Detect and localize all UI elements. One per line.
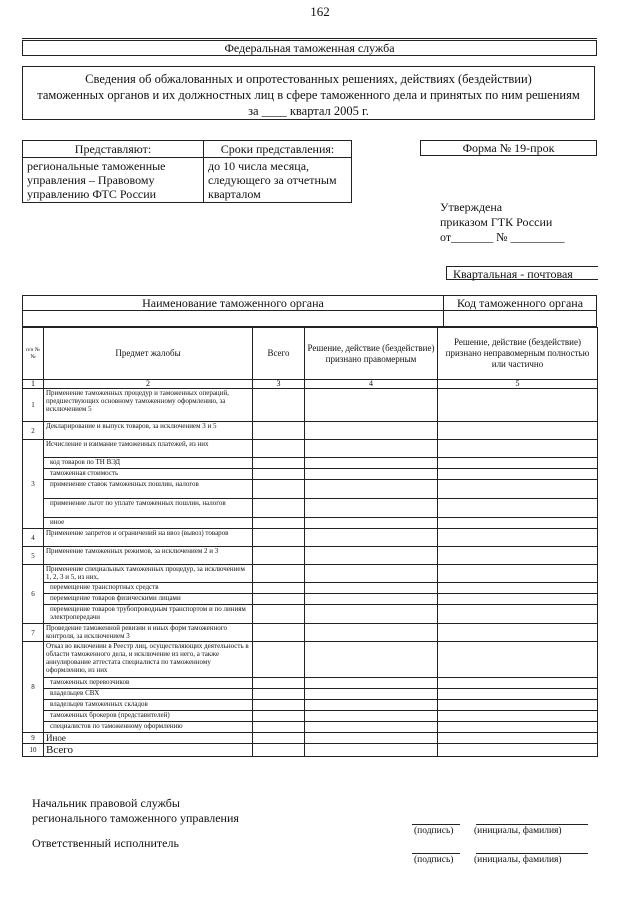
cell-unlawful[interactable] (438, 711, 598, 722)
cell-lawful[interactable] (305, 744, 438, 757)
row-number: 9 (23, 733, 44, 744)
table-row (23, 605, 598, 624)
executor-label: Ответственный исполнитель (32, 836, 179, 850)
table-row (23, 547, 598, 565)
approval-block (440, 200, 565, 245)
cell-lawful[interactable] (305, 711, 438, 722)
title-line-1: Сведения об обжалованных и опротестованных решениях, действиях (бездействии) (85, 72, 532, 86)
cell-unlawful[interactable] (438, 733, 598, 744)
row-label: специалистов по таможенному оформлению (44, 722, 253, 733)
row-number: 5 (23, 547, 44, 565)
row-label: Применение специальных таможенных процедур, за исключением 1, 2, 3 и 5, из них, (44, 565, 253, 583)
cell-total[interactable] (253, 711, 305, 722)
table-row (23, 518, 598, 529)
cell-unlawful[interactable] (438, 529, 598, 547)
title-line-3: за ____ квартал 2005 г. (248, 104, 369, 118)
table-row (23, 469, 598, 480)
form-title (22, 66, 595, 120)
cell-lawful[interactable] (305, 547, 438, 565)
cell-total[interactable] (253, 422, 305, 440)
cell-total[interactable] (253, 689, 305, 700)
table-row (23, 389, 598, 422)
cell-lawful[interactable] (305, 733, 438, 744)
customs-body-code-field[interactable] (444, 311, 597, 327)
row-label: Декларирование и выпуск товаров, за исключением 3 и 5 (44, 422, 253, 440)
cell-total[interactable] (253, 722, 305, 733)
table-row (23, 624, 598, 642)
row-label: владельцев таможенных складов (44, 700, 253, 711)
row-label: таможенная стоимость (44, 469, 253, 480)
row-number: 3 (23, 440, 44, 529)
head-signature-caption: (подпись) (414, 826, 454, 836)
cell-unlawful[interactable] (438, 458, 598, 469)
row-label: Применение таможенных процедур и таможенных операций, предшествующих основному таможенному оформлению, за исключением 5 (44, 389, 253, 422)
row-label: перемещение транспортных средств (44, 583, 253, 594)
table-row (23, 722, 598, 733)
table-row (23, 733, 598, 744)
table-row (23, 440, 598, 458)
executor-signature-line (412, 853, 460, 854)
cell-total[interactable] (253, 518, 305, 529)
col-number: 3 (253, 380, 305, 389)
cell-unlawful[interactable] (438, 722, 598, 733)
row-label: Исчисление и взимание таможенных платежей, из них (44, 440, 253, 458)
row-number: 1 (23, 389, 44, 422)
head-name-line (476, 824, 588, 825)
approved-line-1: Утверждена (440, 200, 503, 214)
cell-unlawful[interactable] (438, 678, 598, 689)
cell-total[interactable] (253, 458, 305, 469)
row-label: Иное (44, 733, 253, 744)
cell-lawful[interactable] (305, 624, 438, 642)
row-label: применение льгот по уплате таможенных пошлин, налогов (44, 499, 253, 518)
row-label: Проведение таможенной ревизии и иных форм таможенного контроля, за исключением 3 (44, 624, 253, 642)
cell-unlawful[interactable] (438, 565, 598, 583)
cell-unlawful[interactable] (438, 594, 598, 605)
cell-lawful[interactable] (305, 605, 438, 624)
page-number: 162 (310, 4, 330, 19)
table-row (23, 480, 598, 499)
row-label: перемещение товаров трубопроводным транспортом и по линиям электропередачи (44, 605, 253, 624)
cell-unlawful[interactable] (438, 700, 598, 711)
row-label: перемещение товаров физическими лицами (44, 594, 253, 605)
cell-unlawful[interactable] (438, 624, 598, 642)
customs-body-name-field[interactable] (23, 311, 444, 327)
cell-total[interactable] (253, 700, 305, 711)
cell-unlawful[interactable] (438, 440, 598, 458)
customs-body-code-header: Код таможенного органа (444, 296, 597, 311)
head-title-line-1: Начальник правовой службы (32, 796, 180, 810)
cell-lawful[interactable] (305, 518, 438, 529)
head-signatory (32, 796, 239, 826)
table-row (23, 529, 598, 547)
cell-unlawful[interactable] (438, 469, 598, 480)
submitters-header: Представляют: (23, 141, 204, 158)
cell-unlawful[interactable] (438, 583, 598, 594)
complaints-table (22, 327, 598, 757)
row-label: иное (44, 518, 253, 529)
head-signature-line (412, 824, 460, 825)
row-label: Отказ во включении в Реестр лиц, осуществляющих деятельность в области таможенного дела, и исключение из него, а также аннулирование аттестата специалиста по таможенному оформлению, из них (44, 642, 253, 678)
deadline-text: до 10 числа месяца, следующего за отчетным кварталом (204, 158, 352, 203)
row-label: Применение таможенных режимов, за исключением 2 и 3 (44, 547, 253, 565)
col-number: 1 (23, 380, 44, 389)
table-row (23, 700, 598, 711)
cell-total[interactable] (253, 624, 305, 642)
cell-unlawful[interactable] (438, 605, 598, 624)
cell-total[interactable] (253, 547, 305, 565)
row-number: 4 (23, 529, 44, 547)
cell-lawful[interactable] (305, 440, 438, 458)
head-title-line-2: регионального таможенного управления (32, 811, 239, 825)
submitters-text: региональные таможенные управления – Правовому управлению ФТС России (23, 158, 204, 203)
cell-total[interactable] (253, 389, 305, 422)
table-row (23, 744, 598, 757)
form-number: Форма № 19-прок (420, 140, 597, 156)
header-row-number: п/п № № (23, 328, 44, 380)
executor-name-caption: (инициалы, фамилия) (474, 855, 562, 865)
row-label: таможенных перевозчиков (44, 678, 253, 689)
cell-lawful[interactable] (305, 722, 438, 733)
cell-total[interactable] (253, 733, 305, 744)
submission-table (22, 140, 352, 203)
table-row (23, 642, 598, 678)
cell-total[interactable] (253, 642, 305, 678)
top-rule (22, 38, 597, 39)
table-row (23, 594, 598, 605)
cell-lawful[interactable] (305, 529, 438, 547)
table-row (23, 711, 598, 722)
cell-lawful[interactable] (305, 642, 438, 678)
row-label: Применение запретов и ограничений на ввоз (вывоз) товаров (44, 529, 253, 547)
cell-lawful[interactable] (305, 594, 438, 605)
cell-total[interactable] (253, 565, 305, 583)
cell-total[interactable] (253, 480, 305, 499)
table-row (23, 422, 598, 440)
table-row (23, 458, 598, 469)
deadline-header: Сроки представления: (204, 141, 352, 158)
cell-lawful[interactable] (305, 700, 438, 711)
row-number: 7 (23, 624, 44, 642)
row-number: 6 (23, 565, 44, 624)
cell-lawful[interactable] (305, 458, 438, 469)
header-unlawful: Решение, действие (бездействие) признано неправомерным полностью или частично (438, 328, 598, 380)
cell-lawful[interactable] (305, 499, 438, 518)
title-line-2: таможенных органов и их должностных лиц в сфере таможенного дела и принятых по ним решениям (37, 88, 580, 102)
cell-lawful[interactable] (305, 389, 438, 422)
col-number: 5 (438, 380, 598, 389)
row-label: владельцев СВХ (44, 689, 253, 700)
header-lawful: Решение, действие (бездействие) признано правомерным (305, 328, 438, 380)
cell-unlawful[interactable] (438, 642, 598, 678)
customs-body-table (22, 295, 597, 327)
customs-body-name-header: Наименование таможенного органа (23, 296, 444, 311)
cell-unlawful[interactable] (438, 689, 598, 700)
header-total: Всего (253, 328, 305, 380)
head-name-caption: (инициалы, фамилия) (474, 826, 562, 836)
cell-lawful[interactable] (305, 422, 438, 440)
cell-total[interactable] (253, 583, 305, 594)
row-label: применение ставок таможенных пошлин, налогов (44, 480, 253, 499)
periodicity-label: Квартальная - почтовая (446, 266, 598, 280)
table-row (23, 499, 598, 518)
service-name: Федеральная таможенная служба (22, 40, 597, 56)
executor-name-line (476, 853, 588, 854)
cell-lawful[interactable] (305, 689, 438, 700)
cell-lawful[interactable] (305, 565, 438, 583)
executor-signature-caption: (подпись) (414, 855, 454, 865)
cell-total[interactable] (253, 529, 305, 547)
row-number: 8 (23, 642, 44, 733)
cell-lawful[interactable] (305, 480, 438, 499)
cell-total[interactable] (253, 499, 305, 518)
header-subject: Предмет жалобы (44, 328, 253, 380)
cell-total[interactable] (253, 744, 305, 757)
cell-unlawful[interactable] (438, 744, 598, 757)
row-label: таможенных брокеров (представителей) (44, 711, 253, 722)
approved-line-2: приказом ГТК России (440, 215, 553, 229)
cell-unlawful[interactable] (438, 499, 598, 518)
cell-unlawful[interactable] (438, 547, 598, 565)
cell-unlawful[interactable] (438, 422, 598, 440)
row-number: 10 (23, 744, 44, 757)
row-label: код товаров по ТН ВЭД (44, 458, 253, 469)
cell-unlawful[interactable] (438, 389, 598, 422)
cell-lawful[interactable] (305, 469, 438, 480)
table-row (23, 583, 598, 594)
row-label: Всего (44, 744, 253, 757)
table-row (23, 678, 598, 689)
cell-lawful[interactable] (305, 678, 438, 689)
approved-line-3: от_______ № _________ (440, 230, 565, 244)
cell-total[interactable] (253, 594, 305, 605)
cell-total[interactable] (253, 440, 305, 458)
cell-lawful[interactable] (305, 583, 438, 594)
table-row (23, 689, 598, 700)
cell-unlawful[interactable] (438, 480, 598, 499)
cell-total[interactable] (253, 678, 305, 689)
col-number: 2 (44, 380, 253, 389)
cell-unlawful[interactable] (438, 518, 598, 529)
cell-total[interactable] (253, 469, 305, 480)
col-number: 4 (305, 380, 438, 389)
table-row (23, 565, 598, 583)
cell-total[interactable] (253, 605, 305, 624)
row-number: 2 (23, 422, 44, 440)
